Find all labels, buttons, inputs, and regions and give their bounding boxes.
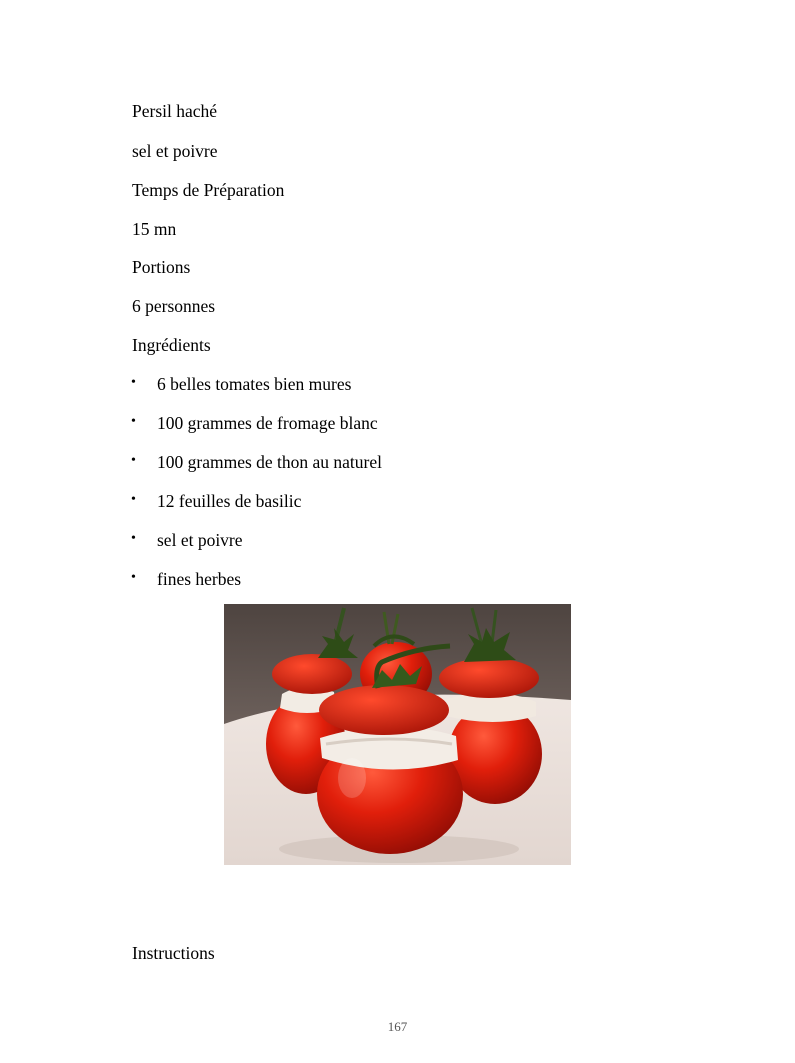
list-item-text: sel et poivre: [157, 530, 243, 550]
portions-value: 6 personnes: [132, 296, 216, 316]
bullet-icon: •: [131, 531, 136, 546]
stuffed-tomatoes-photo: [224, 604, 571, 865]
bullet-icon: •: [131, 570, 136, 585]
ingredients-heading: Ingrédients: [132, 335, 211, 355]
bullet-icon: •: [131, 414, 136, 429]
list-item-text: fines herbes: [157, 569, 242, 589]
ingredient-line-sel-poivre: sel et poivre: [132, 141, 218, 161]
prep-time-value: 15 mn: [132, 219, 177, 239]
list-item-text: 100 grammes de thon au naturel: [157, 452, 383, 472]
list-item-text: 6 belles tomates bien mures: [157, 374, 352, 394]
bullet-icon: •: [131, 492, 136, 507]
prep-time-label: Temps de Préparation: [132, 180, 285, 200]
bullet-icon: •: [131, 453, 136, 468]
page-number: 167: [387, 1019, 408, 1034]
instructions-heading: Instructions: [132, 943, 215, 963]
bullet-icon: •: [131, 375, 136, 390]
ingredient-line-persil: Persil haché: [132, 101, 218, 121]
list-item-text: 100 grammes de fromage blanc: [157, 413, 378, 433]
list-item-text: 12 feuilles de basilic: [157, 491, 302, 511]
portions-label: Portions: [132, 257, 191, 277]
